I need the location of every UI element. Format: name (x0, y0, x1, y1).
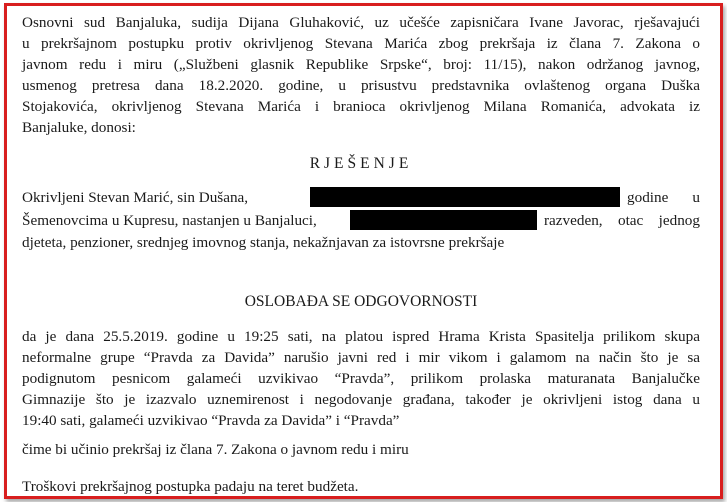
body-line-3: podignutom pesnicom galameći uzvikivao “Pravda”, prilikom prolaska maturanata Banjalučke (22, 370, 700, 387)
intro-line-6: Banjaluke, donosi: (22, 119, 136, 136)
defendant-line-1-end: godine u (627, 189, 700, 206)
intro-line-3: javnom redu i miru („Službeni glasnik Republike Srpske“, broj: 11/15), nakon održanog javnog, (22, 56, 700, 73)
body-line-2: neformalne grupe “Pravda za Davida” narušio javni red i mir vikom i galamom na način što je sa (22, 349, 700, 366)
document-frame (4, 3, 723, 499)
defendant-line-2-start: Šemenovcima u Kupresu, nastanjen u Banjaluci, (22, 212, 317, 229)
decision-heading: RJEŠENJE (309, 155, 413, 172)
offense-line: čime bi učinio prekršaj iz člana 7. Zakona o javnom redu i miru (22, 441, 409, 458)
redacted-block-dob (310, 187, 620, 207)
intro-line-1: Osnovni sud Banjaluka, sudija Dijana Gluhaković, uz učešće zapisničara Ivane Javorac, rješavajući (22, 14, 700, 31)
intro-line-5: Stojakovića, okrivljenog Stevana Marića i branioca okrivljenog Milana Romanića, advokata iz (22, 98, 700, 115)
defendant-line-3: djeteta, penzioner, srednjeg imovnog stanja, nekažnjavan za istovrsne prekršaje (22, 234, 505, 251)
costs-line: Troškovi prekršajnog postupka padaju na teret budžeta. (22, 478, 359, 495)
redacted-block-address (350, 210, 537, 230)
defendant-line-2-end: razveden, otac jednog (544, 212, 700, 229)
defendant-line-1-start: Okrivljeni Stevan Marić, sin Dušana, (22, 189, 249, 206)
body-line-5: 19:40 sati, galameći uzvikivao “Pravda za Davida” i “Pravda” (22, 412, 400, 429)
intro-line-4: usmenog pretresa dana 18.2.2020. godine, u prisustvu predstavnika ovlaštenog organa Duška (22, 77, 700, 94)
verdict-heading: OSLOBAĐA SE ODGOVORNOSTI (244, 293, 478, 310)
body-line-4: Gimnazije što je izazvalo uznemirenost i negodovanje građana, također je okrivljeni istog dana u (22, 391, 700, 408)
intro-line-2: u prekršajnom postupku protiv okrivljenog Stevana Marića zbog prekršaja iz člana 7. Zakona o (22, 35, 700, 52)
body-line-1: da je dana 25.5.2019. godine u 19:25 sati, na platou ispred Hrama Krista Spasitelja prilikom skupa (22, 328, 700, 345)
court-decision-page (7, 6, 720, 496)
